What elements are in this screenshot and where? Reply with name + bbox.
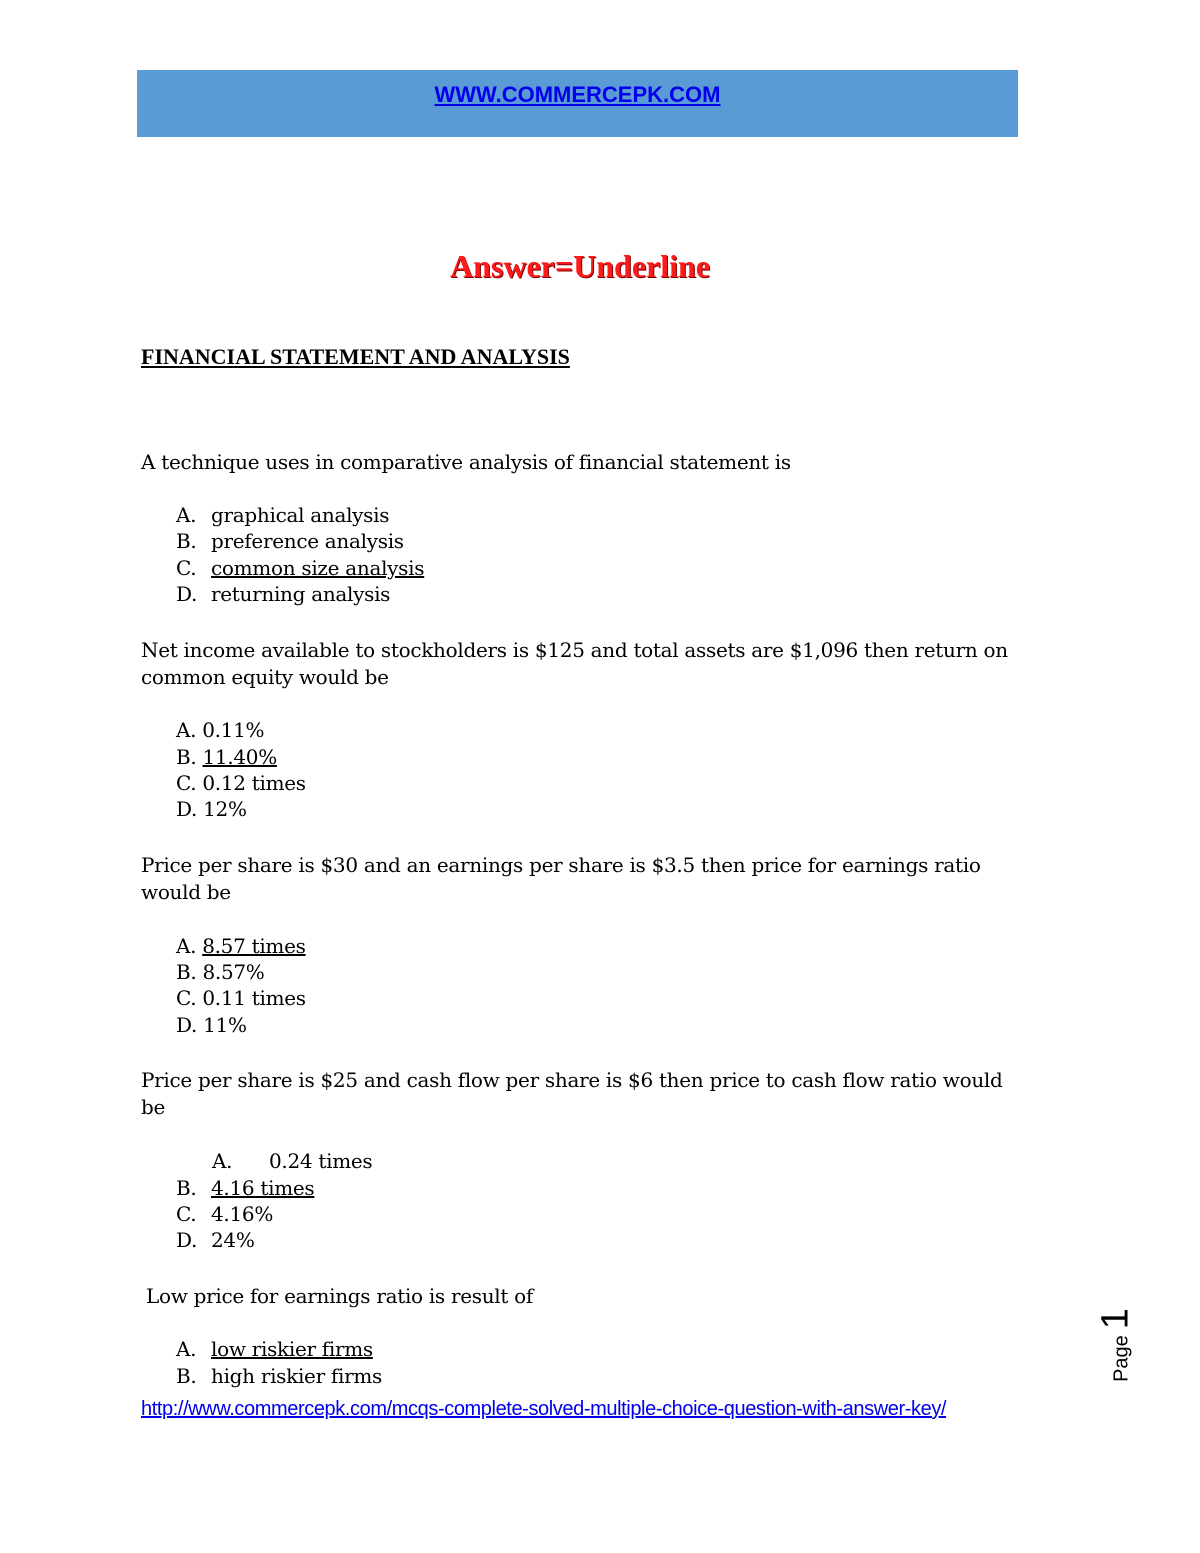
page-word: Page	[1110, 1335, 1133, 1382]
page-number: 1	[1094, 1308, 1137, 1330]
question-text: Net income available to stockholders is $125 and total assets are $1,096 then return on common equity would be	[141, 638, 1008, 689]
answer-option: B. preference analysis	[176, 529, 404, 553]
correct-answer-option: C. common size analysis	[176, 556, 425, 580]
answer-option: C. 0.12 times	[176, 771, 306, 795]
answer-option: A. graphical analysis	[176, 503, 390, 527]
page-number-label	[1096, 1300, 1136, 1390]
answer-option: B. 8.57%	[176, 960, 265, 984]
correct-answer-option: B. 4.16 times	[176, 1176, 315, 1200]
answer-option: D. 24%	[176, 1228, 255, 1252]
answer-option: C. 0.11 times	[176, 986, 306, 1010]
answer-option: A. 0.24 times	[212, 1149, 373, 1173]
question-text: A technique uses in comparative analysis of financial statement is	[141, 450, 791, 474]
footer-source-link[interactable]: http://www.commercepk.com/mcqs-complete-solved-multiple-choice-question-with-answer-key/	[141, 1398, 947, 1420]
header-site-link[interactable]: WWW.COMMERCEPK.COM	[434, 82, 721, 107]
correct-answer-option: A. low riskier firms	[176, 1337, 373, 1361]
answer-key-title: Answer=Underline	[450, 248, 710, 284]
section-heading: FINANCIAL STATEMENT AND ANALYSIS	[141, 344, 570, 369]
answer-option: D. 12%	[176, 797, 247, 821]
question-text: Price per share is $30 and an earnings per share is $3.5 then price for earnings ratio would be	[141, 853, 981, 904]
correct-answer-option: B. 11.40%	[176, 745, 277, 769]
answer-option: C. 4.16%	[176, 1202, 274, 1226]
answer-option: B. high riskier firms	[176, 1364, 382, 1388]
correct-answer-option: A. 8.57 times	[176, 934, 306, 958]
answer-option: A. 0.11%	[176, 718, 265, 742]
answer-option: D. returning analysis	[176, 582, 391, 606]
question-text: Price per share is $25 and cash flow per share is $6 then price to cash flow ratio would be	[141, 1068, 1003, 1119]
answer-option: D. 11%	[176, 1013, 247, 1037]
question-text: Low price for earnings ratio is result of	[146, 1284, 534, 1308]
header-banner	[137, 70, 1018, 137]
